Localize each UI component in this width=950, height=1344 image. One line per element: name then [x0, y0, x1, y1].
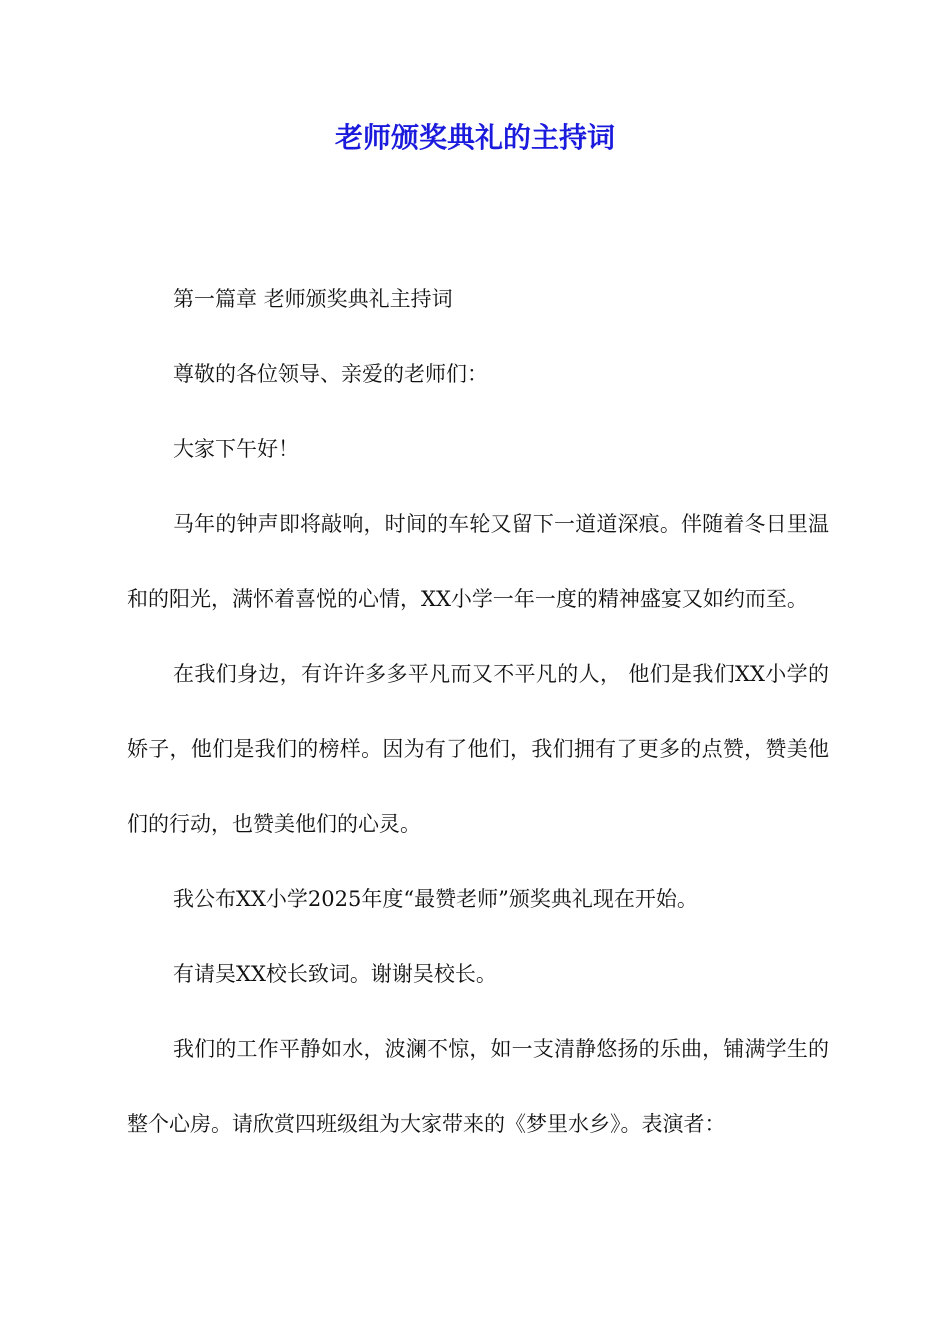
paragraph-chapter-heading: 第一篇章 老师颁奖典礼主持词 — [173, 287, 453, 311]
paragraph-opening: 马年的钟声即将敲响，时间的车轮又留下一道道深痕。伴随着冬日里温和的阳光，满怀着喜悦的心情，XX小学一年一度的精神盛宴又如约而至。 — [127, 512, 829, 611]
document-title: 老师颁奖典礼的主持词 — [334, 121, 615, 154]
paragraph-announcement: 我公布XX小学2025年度“最赞老师”颁奖典礼现在开始。 — [173, 887, 698, 911]
paragraph-role-models: 在我们身边，有许许多多平凡而又不平凡的人， 他们是我们XX小学的娇子，他们是我们的榜样。因为有了他们，我们拥有了更多的点赞，赞美他们的行动，也赞美他们的心灵。 — [127, 662, 829, 836]
paragraph-principal-speech: 有请吴XX校长致词。谢谢吴校长。 — [173, 962, 497, 986]
paragraph-performance: 我们的工作平静如水，波澜不惊，如一支清静悠扬的乐曲，铺满学生的整个心房。请欣赏四班级组为大家带来的《梦里水乡》。表演者： — [127, 1037, 829, 1136]
paragraph-greeting: 大家下午好！ — [173, 437, 299, 461]
paragraph-salutation: 尊敬的各位领导、亲爱的老师们： — [173, 362, 488, 386]
document-body — [127, 262, 829, 1162]
